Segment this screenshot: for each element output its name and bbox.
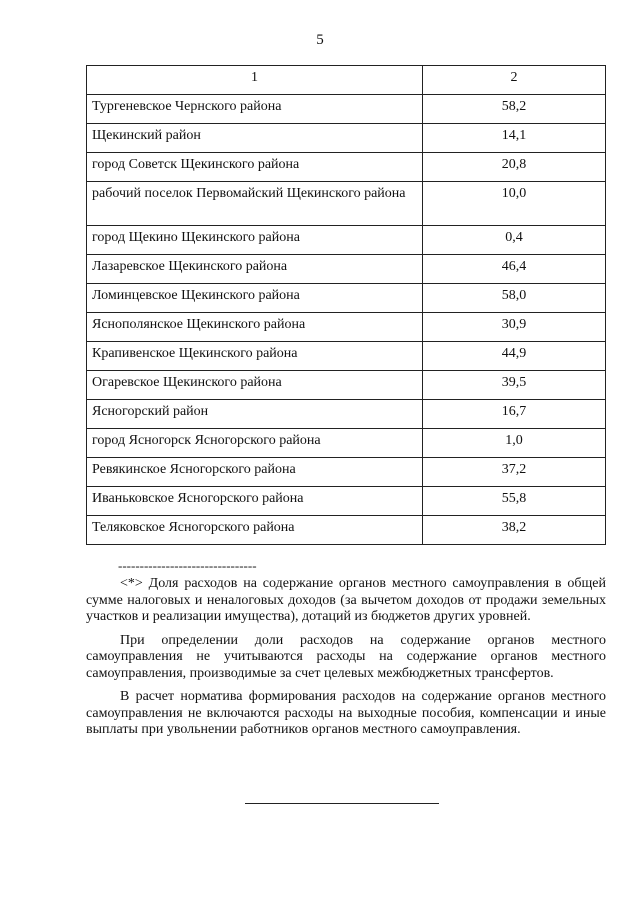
row-value: 14,1	[423, 124, 606, 153]
table-row	[87, 182, 606, 226]
footnote-paragraph: <*> Доля расходов на содержание органов местного самоуправления в общей сумме налоговых и неналоговых доходов (за вычетом доходов от продажи земельных участков и реализации имущества), дотаций из бюджетов других уровней.	[86, 576, 606, 624]
row-name: Щекинский район	[87, 124, 423, 153]
table-row	[87, 153, 606, 182]
data-table	[86, 65, 606, 545]
row-value: 39,5	[423, 371, 606, 400]
row-name: город Щекино Щекинского района	[87, 226, 423, 255]
row-value: 30,9	[423, 313, 606, 342]
row-value: 1,0	[423, 429, 606, 458]
row-value: 46,4	[423, 255, 606, 284]
page-number: 5	[316, 32, 324, 48]
table-row	[87, 487, 606, 516]
row-name: город Советск Щекинского района	[87, 153, 423, 182]
row-name: город Ясногорск Ясногорского района	[87, 429, 423, 458]
row-name: Огаревское Щекинского района	[87, 371, 423, 400]
row-value: 55,8	[423, 487, 606, 516]
row-value: 38,2	[423, 516, 606, 545]
row-name: Ревякинское Ясногорского района	[87, 458, 423, 487]
table-row	[87, 516, 606, 545]
row-name: Яснополянское Щекинского района	[87, 313, 423, 342]
note-paragraph: В расчет норматива формирования расходов на содержание органов местного самоуправления не включаются расходы на выходные пособия, компенсации и иные выплаты при увольнении работников органов местного самоуправления.	[86, 689, 606, 737]
row-name: Ясногорский район	[87, 400, 423, 429]
table-row	[87, 226, 606, 255]
row-name: Лазаревское Щекинского района	[87, 255, 423, 284]
table-row	[87, 342, 606, 371]
row-value: 58,2	[423, 95, 606, 124]
table-row	[87, 284, 606, 313]
table-row	[87, 458, 606, 487]
row-name: Тургеневское Чернского района	[87, 95, 423, 124]
row-value: 58,0	[423, 284, 606, 313]
row-value: 0,4	[423, 226, 606, 255]
row-value: 20,8	[423, 153, 606, 182]
note-paragraph: При определении доли расходов на содержание органов местного самоуправления не учитываются расходы на содержание органов местного самоуправления, производимые за счет целевых межбюджетных трансфертов.	[86, 632, 606, 681]
table-row	[87, 313, 606, 342]
row-value: 44,9	[423, 342, 606, 371]
row-name: рабочий поселок Первомайский Щекинского района	[87, 182, 423, 226]
column-header-2: 2	[423, 66, 606, 95]
column-header-1: 1	[87, 66, 423, 95]
table-row	[87, 429, 606, 458]
table-row	[87, 95, 606, 124]
table-row	[87, 124, 606, 153]
row-name: Ломинцевское Щекинского района	[87, 284, 423, 313]
row-value: 37,2	[423, 458, 606, 487]
table-header-row	[87, 66, 606, 95]
row-name: Иваньковское Ясногорского района	[87, 487, 423, 516]
row-name: Теляковское Ясногорского района	[87, 516, 423, 545]
table-row	[87, 400, 606, 429]
table-row	[87, 371, 606, 400]
footnote-separator: --------------------------------	[118, 558, 257, 573]
table-row	[87, 255, 606, 284]
footnote-notes	[86, 576, 606, 746]
row-name: Крапивенское Щекинского района	[87, 342, 423, 371]
row-value: 10,0	[423, 182, 606, 226]
end-divider	[245, 803, 439, 804]
row-value: 16,7	[423, 400, 606, 429]
